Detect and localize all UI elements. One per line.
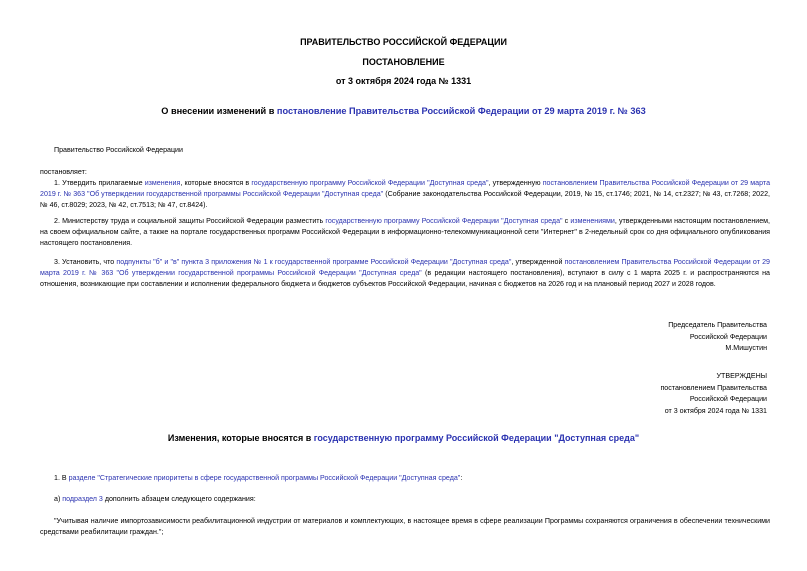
decrees-line: постановляет: [40, 168, 87, 176]
p1-text-b: , которые вносятся в [180, 179, 252, 187]
p3-text-b: , утвержденной [511, 258, 565, 266]
changes-title-link[interactable]: государственную программу Российской Федерации "Доступная среда" [313, 433, 640, 443]
signature-name: М.Мишустин [725, 344, 767, 352]
p1-text-c: , утвержденную [488, 179, 543, 187]
p3-text-a: 3. Установить, что [54, 258, 117, 266]
p2-link-changes[interactable]: изменениями [570, 217, 615, 225]
p2-text-b: с [562, 217, 571, 225]
p1-link-changes[interactable]: изменения [144, 179, 181, 187]
signature-country: Российской Федерации [689, 332, 767, 341]
paragraph-3 [40, 257, 770, 290]
p3-link-subitems[interactable]: подпункты "б" и "в" пункта 3 приложения № 1 к государственной программе Российской Федерации "Доступная среда" [116, 258, 512, 266]
changes-title [0, 433, 807, 443]
paragraph-2 [40, 216, 770, 249]
item-a-link[interactable]: подраздел 3 [62, 495, 103, 503]
item-a-suffix: дополнить абзацем следующего содержания: [102, 495, 256, 503]
p1-text-a: 1. Утвердить прилагаемые [54, 179, 145, 187]
approved-country: Российской Федерации [689, 395, 767, 403]
change-quote: "Учитывая наличие импортозависимости реабилитационной индустрии от материалов и комплектующих, в настоящее время в сфере реализации Программы сохраняются ограничения в обеспечении техническими средствами реабилитации граждан."; [40, 517, 770, 536]
doc-type-heading: ПОСТАНОВЛЕНИЕ [362, 57, 445, 67]
item1-link[interactable]: разделе "Стратегические приоритеты в сфере государственной программы Российской Федерации "Доступная среда" [68, 474, 461, 482]
title-prefix: О внесении изменений в [161, 106, 277, 116]
org-heading: ПРАВИТЕЛЬСТВО РОССИЙСКОЙ ФЕДЕРАЦИИ [300, 37, 507, 47]
p2-link-program[interactable]: государственную программу Российской Федерации "Доступная среда" [325, 217, 563, 225]
signature-block [668, 320, 767, 355]
p1-link-program[interactable]: государственную программу Российской Федерации "Доступная среда" [251, 179, 489, 187]
p3-link-decree[interactable]: постановлением Правительства Российской Федерации от 29 марта 2019 г. № 363 "Об утверждении государственной программы Российской Федерации "Доступная среда" [40, 258, 770, 277]
paragraph-1 [40, 178, 770, 211]
p1-text-d: (Собрание законодательства Российской Федерации, 2019, № 15, ст.1746; 2021, № 14, ст.2327; № 43, ст.7268; 2022, № 46, ст.8029; 2023, № 42, ст.7513; № 47, ст.8424). [40, 190, 770, 209]
date-number-heading: от 3 октября 2024 года № 1331 [335, 76, 472, 86]
title-link[interactable]: постановление Правительства Российской Федерации от 29 марта 2019 г. № 363 [276, 106, 646, 116]
p1-link-decree[interactable]: постановлением Правительства Российской Федерации от 29 марта 2019 г. № 363 "Об утверждении государственной программы Российской Федерации "Доступная среда" [40, 179, 771, 198]
changes-title-prefix: Изменения, которые вносятся в [167, 433, 314, 443]
change-item-1 [40, 473, 770, 484]
change-item-a [40, 494, 770, 505]
approved-date: от 3 октября 2024 года № 1331 [664, 406, 767, 415]
p3-text-c: (в редакции настоящего постановления), вступают в силу с 1 марта 2025 г. и распространяются на отношения, возникающие при составлении и исполнении федерального бюджета и бюджетов субъектов Российской Федерации, начиная с бюджетов на 2026 год и на плановый период 2027 и 2028 годов. [40, 269, 770, 288]
item1-suffix: : [460, 474, 463, 482]
item1-prefix: 1. В [54, 474, 69, 482]
document-title [0, 106, 807, 116]
approved-by: постановлением Правительства [660, 383, 767, 392]
signature-position: Председатель Правительства [668, 321, 767, 329]
approved-label: УТВЕРЖДЕНЫ [716, 372, 767, 380]
p2-text-a: 2. Министерству труда и социальной защиты Российской Федерации разместить [54, 217, 326, 225]
item-a-prefix: а) [54, 495, 63, 503]
issuer-line: Правительство Российской Федерации [54, 146, 183, 154]
p2-text-c: , утвержденными настоящим постановлением, на своем официальном сайте, а также на портале государственных программ Российской Федерации в информационно-телекоммуникационной сети "Интернет" в 2-недельный срок со дня официального опубликования настоящего постановления. [40, 217, 770, 247]
approved-block [660, 371, 767, 417]
